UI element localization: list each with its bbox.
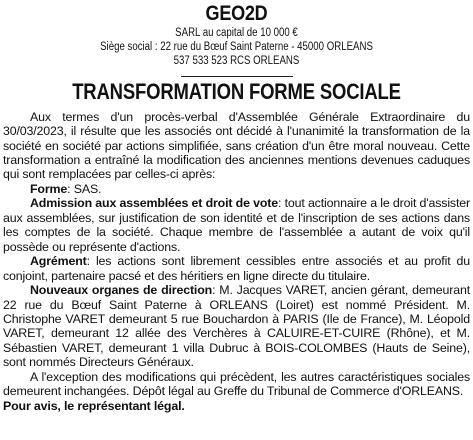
legal-notice <box>0 2 473 440</box>
registered-office-line: Siège social : 22 rue du Bœuf Saint Paterne - 45000 ORLEANS <box>100 41 373 54</box>
agrement-label: Agrément <box>30 254 87 269</box>
forme-value: : SAS. <box>67 181 102 196</box>
agrement-paragraph <box>3 254 470 283</box>
company-name: GEO2D <box>205 2 268 25</box>
admission-label: Admission aux assemblées et droit de vote <box>30 196 278 211</box>
rcs-line: 537 533 523 RCS ORLEANS <box>173 55 300 68</box>
agrement-value: : les actions sont librement cessibles entre associés et au profit du conjoint, partenaire pacsé et des héritiers en ligne directe du titulaire. <box>3 254 470 283</box>
admission-value: : tout actionnaire a le droit d'assister aux assemblées, sur justification de son identité et de l'inscription de ses actions dans les comptes de la société. Chaque membre de l'assemblée a autant de voix qu'il possède ou représente d'actions. <box>3 196 470 254</box>
notice-heading: TRANSFORMATION FORME SOCIALE <box>72 78 401 104</box>
signature-line: Pour avis, le représentant légal. <box>3 398 185 413</box>
divider <box>181 76 293 77</box>
organes-paragraph <box>3 283 470 370</box>
exception-paragraph: A l'exception des modifications qui précèdent, les autres caractéristiques sociales demeurent inchangées. Dépôt légal au Greffe du Tribunal de Commerce d'ORLEANS. <box>3 369 470 399</box>
forme-label: Forme <box>30 181 68 196</box>
intro-paragraph: Aux termes d'un procès-verbal d'Assemblée Générale Extraordinaire du 30/03/2023, il résulte que les associés ont décidé à l'unanimité la transformation de la société en société par actions simplifiée, sans création d'un être moral nouveau. Cette transformation a entraîné la modification des anciennes mentions devenues caduques qui sont remplacées par celles-ci après: <box>3 109 470 182</box>
capital-line: SARL au capital de 10 000 € <box>175 27 298 39</box>
admission-paragraph <box>3 196 470 254</box>
forme-paragraph <box>3 182 470 196</box>
organes-label: Nouveaux organes de direction <box>30 283 213 298</box>
organes-value: : M. Jacques VARET, ancien gérant, demeurant 22 rue du Bœuf Saint Paterne à ORLEANS (Loiret) est nommé Président. M. Christophe VARET demeurant 5 rue Bouchardon à PARIS (Ile de France), M. Léopold VARET, demeurant 12 allée des Verchères à CALUIRE-ET-CUIRE (Rhône), et M. Sébastien VARET, demeurant 1 villa Dubruc à BOIS-COLOMBES (Hauts de Seine), sont nommés Directeurs Généraux. <box>3 283 470 370</box>
notice-body <box>3 110 470 414</box>
